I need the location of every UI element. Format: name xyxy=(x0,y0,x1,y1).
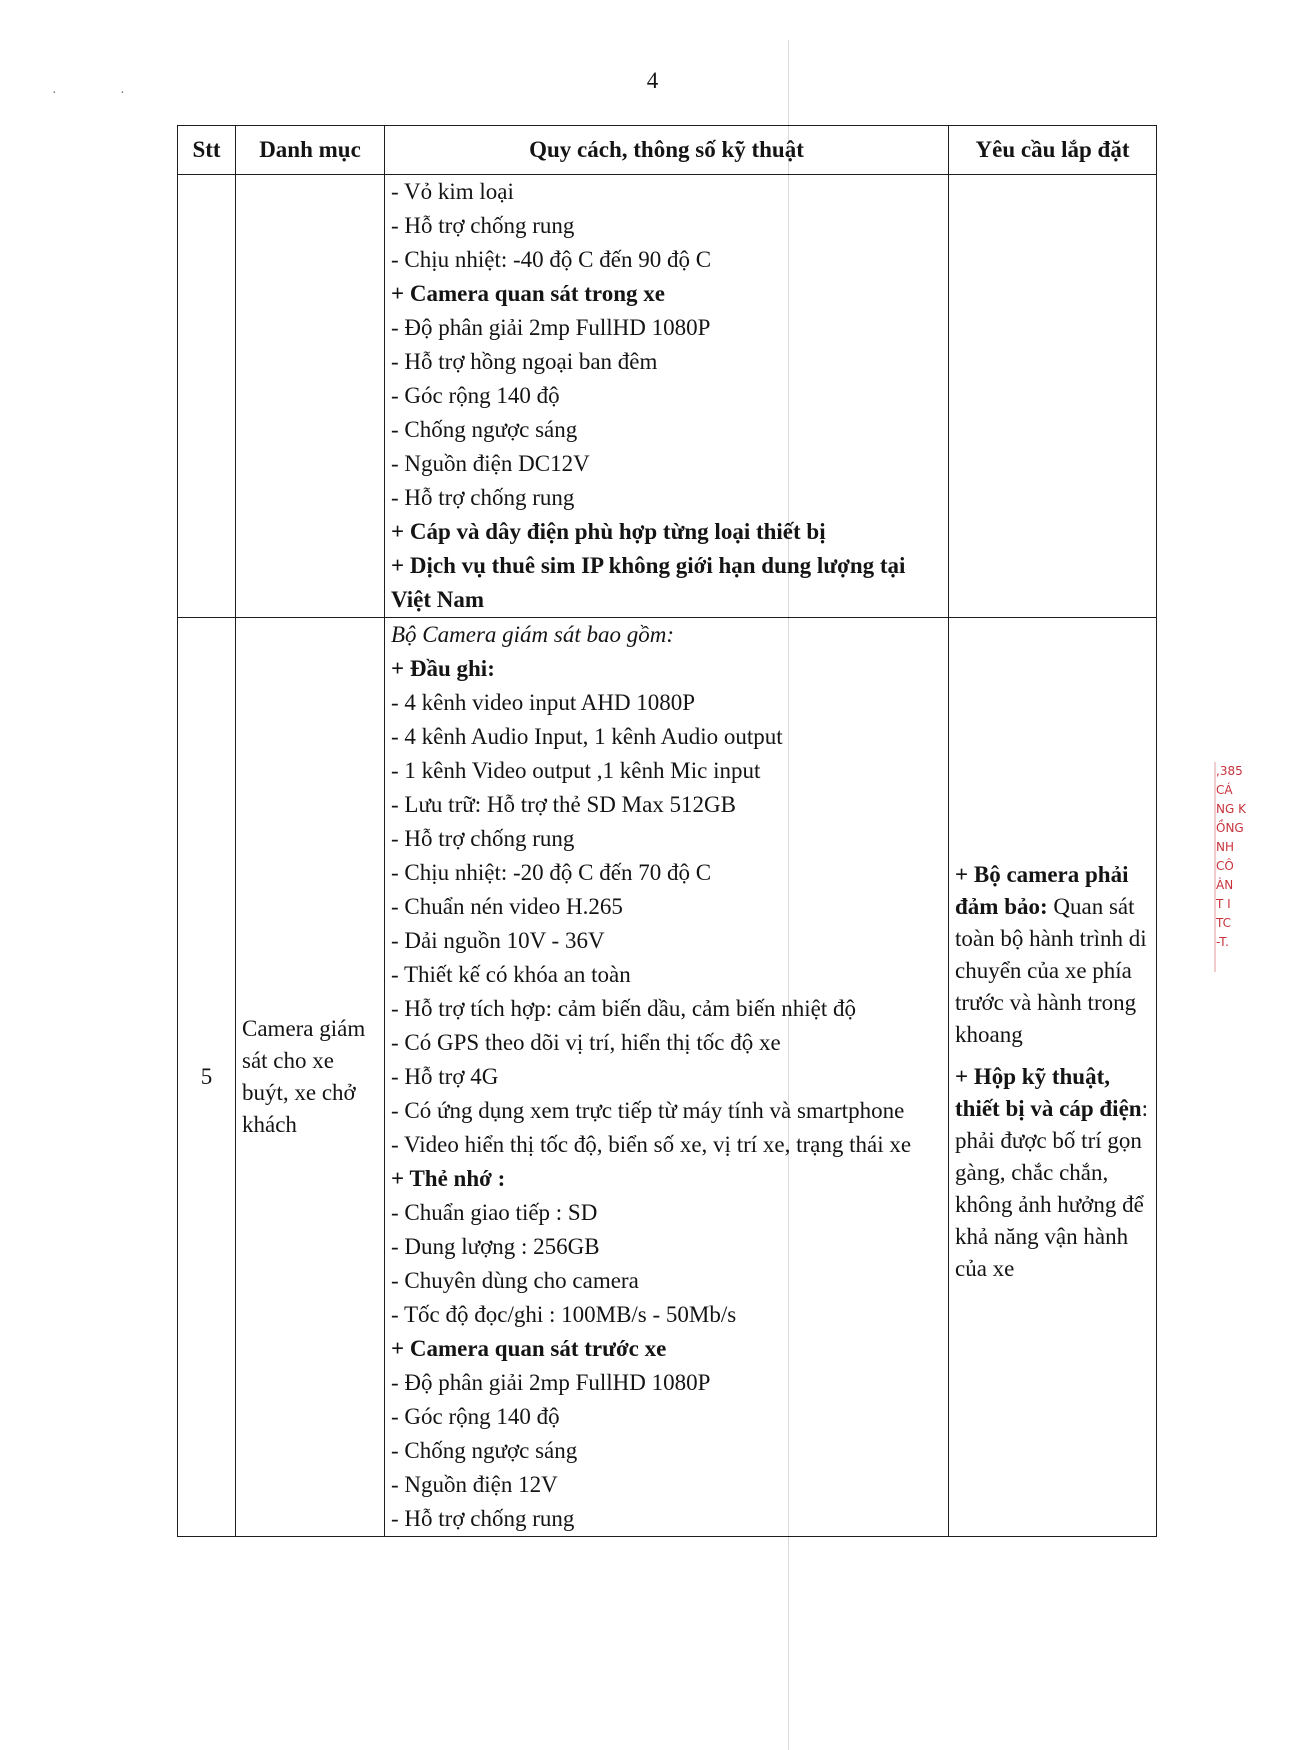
spec-line: + Đầu ghi: xyxy=(391,656,495,681)
spec-line: - Hỗ trợ tích hợp: cảm biến dầu, cảm biến nhiệt độ xyxy=(391,996,857,1021)
spec-line: - Có ứng dụng xem trực tiếp từ máy tính và smartphone xyxy=(391,1098,905,1123)
scan-marks: · · xyxy=(52,86,155,101)
stt-cell-empty xyxy=(178,175,236,618)
stamp-fragment: NH xyxy=(1216,840,1234,854)
spec-line: + Camera quan sát trong xe xyxy=(391,281,665,306)
spec-line: - 4 kênh Audio Input, 1 kênh Audio output xyxy=(391,724,783,749)
stamp-fragment: ÀN xyxy=(1216,878,1234,892)
install-block-title: + Hộp kỹ thuật, thiết bị và cáp điện xyxy=(955,1064,1142,1121)
spec-line: - 1 kênh Video output ,1 kênh Mic input xyxy=(391,758,761,783)
spec-cell xyxy=(385,175,949,618)
spec-line: - Chịu nhiệt: -40 độ C đến 90 độ C xyxy=(391,247,712,272)
category-cell-empty xyxy=(236,175,385,618)
spec-line: - Dải nguồn 10V - 36V xyxy=(391,928,605,953)
spec-line: - Lưu trữ: Hỗ trợ thẻ SD Max 512GB xyxy=(391,792,737,817)
spec-line: - Hỗ trợ chống rung xyxy=(391,1506,575,1531)
spec-line: - Chống ngược sáng xyxy=(391,1438,578,1463)
spec-line: - Hỗ trợ hồng ngoại ban đêm xyxy=(391,349,658,374)
stamp-fragment: CÔ xyxy=(1216,859,1234,873)
stamp-fragment: -T. xyxy=(1216,935,1229,949)
spec-line: - Chuẩn giao tiếp : SD xyxy=(391,1200,598,1225)
stamp-fragment: T I xyxy=(1216,897,1231,911)
spec-line: + Dịch vụ thuê sim IP không giới hạn dung lượng tại Việt Nam xyxy=(391,553,906,612)
spec-line: - Thiết kế có khóa an toàn xyxy=(391,962,631,987)
page-number: 4 xyxy=(646,68,659,93)
spec-line: - Có GPS theo dõi vị trí, hiển thị tốc độ xe xyxy=(391,1030,781,1055)
spec-cell xyxy=(385,618,949,1537)
spec-line: - 4 kênh video input AHD 1080P xyxy=(391,690,696,715)
spec-line: - Hỗ trợ chống rung xyxy=(391,485,575,510)
spec-line: - Chịu nhiệt: -20 độ C đến 70 độ C xyxy=(391,860,712,885)
spec-line: - Vỏ kim loại xyxy=(391,179,514,204)
spec-line: - Tốc độ đọc/ghi : 100MB/s - 50Mb/s xyxy=(391,1302,737,1327)
stamp-fragment: ,385 xyxy=(1216,764,1243,778)
header-install: Yêu cầu lắp đặt xyxy=(949,126,1157,175)
spec-line: - Độ phân giải 2mp FullHD 1080P xyxy=(391,1370,711,1395)
stamp-fragment: ỒNG xyxy=(1216,821,1244,835)
table-row-continued xyxy=(178,175,1157,618)
stamp-fragment: NG K xyxy=(1216,802,1246,816)
spec-line: - Góc rộng 140 độ xyxy=(391,383,560,408)
stt-cell: 5 xyxy=(178,618,236,1537)
install-cell xyxy=(949,618,1157,1537)
table-header-row xyxy=(178,126,1157,175)
install-block-box xyxy=(955,1061,1150,1285)
header-spec: Quy cách, thông số kỹ thuật xyxy=(385,126,949,175)
spec-line: - Độ phân giải 2mp FullHD 1080P xyxy=(391,315,711,340)
install-block-text: : phải được bố trí gọn gàng, chắc chắn, không ảnh hưởng để khả năng vận hành của xe xyxy=(955,1096,1148,1281)
category-cell: Camera giám sát cho xe buýt, xe chở khách xyxy=(236,618,385,1537)
spec-line: + Thẻ nhớ : xyxy=(391,1166,506,1191)
stamp-fragment: CÁ xyxy=(1216,783,1233,797)
spec-line: + Cáp và dây điện phù hợp từng loại thiết bị xyxy=(391,519,826,544)
spec-line: - Nguồn điện DC12V xyxy=(391,451,590,476)
spec-line: - Chống ngược sáng xyxy=(391,417,578,442)
red-seal-stamp xyxy=(1214,762,1256,972)
spec-line: - Góc rộng 140 độ xyxy=(391,1404,560,1429)
spec-line: + Camera quan sát trước xe xyxy=(391,1336,667,1361)
spec-line: - Chuyên dùng cho camera xyxy=(391,1268,639,1293)
spec-line: - Hỗ trợ chống rung xyxy=(391,213,575,238)
header-stt: Stt xyxy=(178,126,236,175)
table-row-5 xyxy=(178,618,1157,1537)
spec-line: - Nguồn điện 12V xyxy=(391,1472,558,1497)
install-block-title: + Bộ camera phải đảm bảo: xyxy=(955,862,1129,919)
stamp-fragment: TC xyxy=(1216,916,1232,930)
spec-line: - Chuẩn nén video H.265 xyxy=(391,894,623,919)
header-category: Danh mục xyxy=(236,126,385,175)
spec-table xyxy=(177,125,1157,1537)
spec-line: - Dung lượng : 256GB xyxy=(391,1234,600,1259)
spec-line: - Video hiển thị tốc độ, biển số xe, vị trí xe, trạng thái xe xyxy=(391,1132,912,1157)
install-block-camera xyxy=(955,859,1150,1051)
spec-line: - Hỗ trợ chống rung xyxy=(391,826,575,851)
install-block-text: Quan sát toàn bộ hành trình di chuyển của xe phía trước và hành trong khoang xyxy=(955,894,1147,1047)
spec-line: - Hỗ trợ 4G xyxy=(391,1064,499,1089)
spec-line: Bộ Camera giám sát bao gồm: xyxy=(391,622,675,647)
install-cell-empty xyxy=(949,175,1157,618)
